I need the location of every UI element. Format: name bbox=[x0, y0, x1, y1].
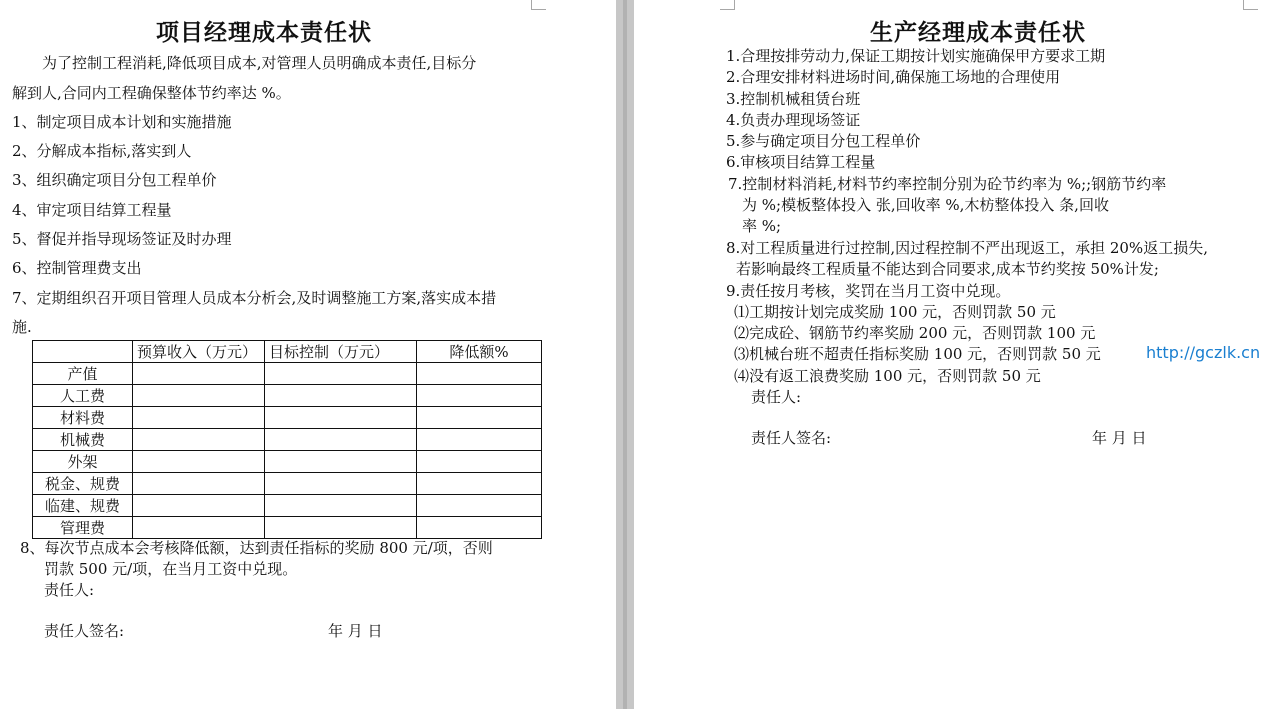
list-item-5: 5、督促并指导现场签证及时办理 bbox=[12, 230, 232, 248]
watermark-url: http://gczlk.cn bbox=[1146, 343, 1261, 362]
table-row bbox=[33, 363, 542, 385]
sub-item-4: ⑷没有返工浪费奖励 100 元，否则罚款 50 元 bbox=[734, 367, 1041, 385]
list-item-7-cont: 施. bbox=[12, 318, 32, 336]
intro-line-2: 解到人,合同内工程确保整体节约率达 %。 bbox=[12, 84, 291, 102]
responsible-label: 责任人: bbox=[751, 388, 802, 406]
table-header-row bbox=[33, 341, 542, 363]
table-row bbox=[33, 517, 542, 539]
crop-mark-top-right bbox=[1243, 0, 1258, 10]
page-title-left: 项目经理成本责任状 bbox=[156, 19, 372, 46]
list-item-1: 1.合理按排劳动力,保证工期按计划实施确保甲方要求工期 bbox=[726, 47, 1106, 65]
list-item-5: 5.参与确定项目分包工程单价 bbox=[726, 132, 921, 150]
list-item-8: 8、每次节点成本会考核降低额，达到责任指标的奖励 800 元/项，否则 bbox=[20, 539, 493, 557]
list-item-8-cont: 若影响最终工程质量不能达到合同要求,成本节约奖按 50%计发; bbox=[736, 260, 1159, 278]
table-row-label: 产值 bbox=[33, 363, 133, 385]
list-item-7: 7.控制材料消耗,材料节约率控制分别为砼节约率为 %;;钢筋节约率 bbox=[728, 175, 1167, 193]
table-row bbox=[33, 407, 542, 429]
list-item-4: 4、审定项目结算工程量 bbox=[12, 201, 172, 219]
list-item-7-cont: 率 %; bbox=[742, 217, 782, 235]
list-item-7: 7、定期组织召开项目管理人员成本分析会,及时调整施工方案,落实成本措 bbox=[12, 289, 497, 307]
date-label: 年 月 日 bbox=[328, 622, 383, 640]
table-row-label: 临建、规费 bbox=[33, 495, 133, 517]
crop-mark-top-left bbox=[720, 0, 735, 10]
signature-label: 责任人签名: bbox=[751, 429, 832, 447]
table-row bbox=[33, 495, 542, 517]
list-item-6: 6.审核项目结算工程量 bbox=[726, 153, 876, 171]
list-item-8: 8.对工程质量进行过控制,因过程控制不严出现返工，承担 20%返工损失, bbox=[726, 239, 1208, 257]
list-item-3: 3、组织确定项目分包工程单价 bbox=[12, 171, 217, 189]
list-item-3: 3.控制机械租赁台班 bbox=[726, 90, 861, 108]
cost-table bbox=[32, 340, 542, 539]
table-row-label: 外架 bbox=[33, 451, 133, 473]
table-header-cell bbox=[33, 341, 133, 363]
crop-mark-top-right bbox=[531, 0, 546, 10]
intro-line-1: 为了控制工程消耗,降低项目成本,对管理人员明确成本责任,目标分 bbox=[42, 54, 477, 72]
table-row bbox=[33, 473, 542, 495]
list-item-7-cont: 为 %;模板整体投入 张,回收率 %,木枋整体投入 条,回收 bbox=[742, 196, 1109, 214]
sub-item-3: ⑶机械台班不超责任指标奖励 100 元，否则罚款 50 元 bbox=[734, 345, 1101, 363]
table-row-label: 人工费 bbox=[33, 385, 133, 407]
list-item-1: 1、制定项目成本计划和实施措施 bbox=[12, 113, 232, 131]
table-header-cell: 降低额% bbox=[417, 341, 542, 363]
table-row-label: 税金、规费 bbox=[33, 473, 133, 495]
page-gutter bbox=[616, 0, 634, 709]
table-header-cell: 预算收入（万元） bbox=[133, 341, 265, 363]
table-row-label: 材料费 bbox=[33, 407, 133, 429]
table-row bbox=[33, 451, 542, 473]
list-item-8-cont: 罚款 500 元/项，在当月工资中兑现。 bbox=[44, 560, 298, 578]
table-header-cell: 目标控制（万元） bbox=[265, 341, 417, 363]
table-row-label: 机械费 bbox=[33, 429, 133, 451]
date-label: 年 月 日 bbox=[1092, 429, 1147, 447]
page-title-right: 生产经理成本责任状 bbox=[870, 19, 1086, 46]
list-item-2: 2.合理安排材料进场时间,确保施工场地的合理使用 bbox=[726, 68, 1061, 86]
sub-item-1: ⑴工期按计划完成奖励 100 元，否则罚款 50 元 bbox=[734, 303, 1056, 321]
list-item-2: 2、分解成本指标,落实到人 bbox=[12, 142, 192, 160]
table-row-label: 管理费 bbox=[33, 517, 133, 539]
list-item-6: 6、控制管理费支出 bbox=[12, 259, 142, 277]
sub-item-2: ⑵完成砼、钢筋节约率奖励 200 元，否则罚款 100 元 bbox=[734, 324, 1096, 342]
list-item-9: 9.责任按月考核，奖罚在当月工资中兑现。 bbox=[726, 282, 1011, 300]
responsible-label: 责任人: bbox=[44, 581, 95, 599]
table-row bbox=[33, 385, 542, 407]
document-page-right bbox=[634, 0, 1288, 709]
table-row bbox=[33, 429, 542, 451]
signature-label: 责任人签名: bbox=[44, 622, 125, 640]
list-item-4: 4.负责办理现场签证 bbox=[726, 111, 861, 129]
document-page-left bbox=[0, 0, 616, 709]
